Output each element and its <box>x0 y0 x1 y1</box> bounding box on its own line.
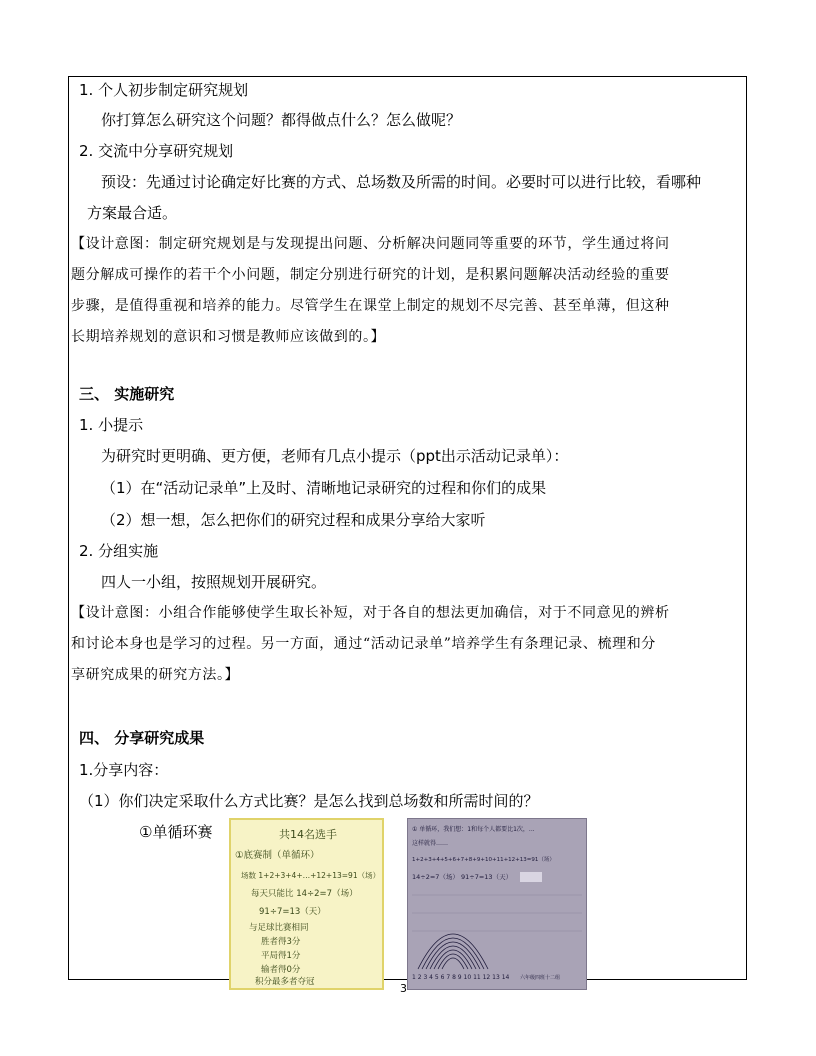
tip-2: （2）想一想，怎么把你们的研究过程和成果分享给大家听 <box>101 511 486 529</box>
worksheet-photo-2 <box>407 818 587 990</box>
section-3-heading: 三、 实施研究 <box>79 385 175 403</box>
share-question-1: （1）你们决定采取什么方式比赛？是怎么找到总场数和所需时间的？ <box>79 792 539 810</box>
photo1-line-3: 每天只能比 14÷2=7（场） <box>251 889 358 899</box>
tip-1: （1）在“活动记录单”上及时、清晰地记录研究的过程和你们的成果 <box>101 479 547 497</box>
photo1-line-6: 胜者得3分 <box>261 937 301 947</box>
tips-intro: 为研究时更明确、更方便，老师有几点小提示（ppt出示活动记录单）： <box>101 447 569 465</box>
share-content-heading: 1.分享内容： <box>79 761 169 779</box>
photo1-line-4: 91÷7=13（天） <box>259 907 326 917</box>
step-1-question: 你打算怎么研究这个问题？都得做点什么？怎么做呢？ <box>101 111 462 129</box>
step-2-heading: 2. 交流中分享研究规划 <box>79 142 234 160</box>
photo1-title: 共14名选手 <box>279 828 337 841</box>
design-intent-2-line-3: 享研究成果的研究方法。】 <box>71 667 240 683</box>
design-intent-2-line-2: 和讨论本身也是学习的过程。另一方面，通过“活动记录单”培养学生有条理记录、梳理和分 <box>71 636 656 652</box>
lesson-plan-frame <box>68 76 747 987</box>
section-4-heading: 四、 分享研究成果 <box>79 729 205 747</box>
photo1-line-1: ①底赛制（单循环） <box>235 850 320 861</box>
presupposition-line-2: 方案最合适。 <box>87 204 178 222</box>
photo1-line-9: 积分最多者夺冠 <box>255 977 315 987</box>
design-intent-1-line-2: 题分解成可操作的若干个小问题，制定分别进行研究的计划，是积累问题解决活动经验的重要 <box>71 267 670 283</box>
photo2-line-1: ① 单循环，我们想：1和每个人都要比1次，... <box>412 826 535 833</box>
photo1-line-7: 平局得1分 <box>261 951 301 961</box>
step-1-heading: 1. 个人初步制定研究规划 <box>79 81 249 99</box>
photo1-line-2: 场数 1+2+3+4+…+12+13=91（场） <box>241 871 381 880</box>
photo2-arcs-drawing <box>418 934 488 969</box>
tips-heading: 1. 小提示 <box>79 416 144 434</box>
design-intent-1-line-4: 长期培养规划的意识和习惯是教师应该做到的。】 <box>71 329 386 345</box>
photo2-line-2: 这样就得…… <box>412 840 449 847</box>
round-robin-label: ①单循环赛 <box>139 823 213 841</box>
group-work-text: 四人一小组，按照规划开展研究。 <box>101 573 327 591</box>
design-intent-2-line-1: 【设计意图：小组合作能够使学生取长补短，对于各自的想法更加确信，对于不同意见的辨析 <box>71 605 670 621</box>
photo2-line-3: 1+2+3+4+5+6+7+8+9+10+11+12+13=91（场） <box>412 857 555 863</box>
group-work-heading: 2. 分组实施 <box>79 542 159 560</box>
page-number: 3 <box>400 982 407 995</box>
photo2-line-4: 14÷2=7（场） 91÷7=13（天） <box>412 873 513 881</box>
photo2-line-5: 1 2 3 4 5 6 7 8 9 10 11 12 13 14 <box>412 974 510 981</box>
photo1-line-5: 与足球比赛相同 <box>249 923 309 933</box>
photo2-line-6: 六年级四班十二组 <box>520 975 561 981</box>
photo1-line-8: 输者得0分 <box>261 965 301 975</box>
worksheet-photo-1 <box>229 818 384 990</box>
design-intent-1-line-3: 步骤，是值得重视和培养的能力。尽管学生在课堂上制定的规划不尽完善、甚至单薄，但这种 <box>71 298 670 314</box>
design-intent-1-line-1: 【设计意图：制定研究规划是与发现提出问题、分析解决问题同等重要的环节，学生通过将问 <box>71 236 670 252</box>
presupposition-line-1: 预设：先通过讨论确定好比赛的方式、总场数及所需的时间。必要时可以进行比较，看哪种 <box>101 173 702 191</box>
photo2-redaction <box>520 872 542 882</box>
